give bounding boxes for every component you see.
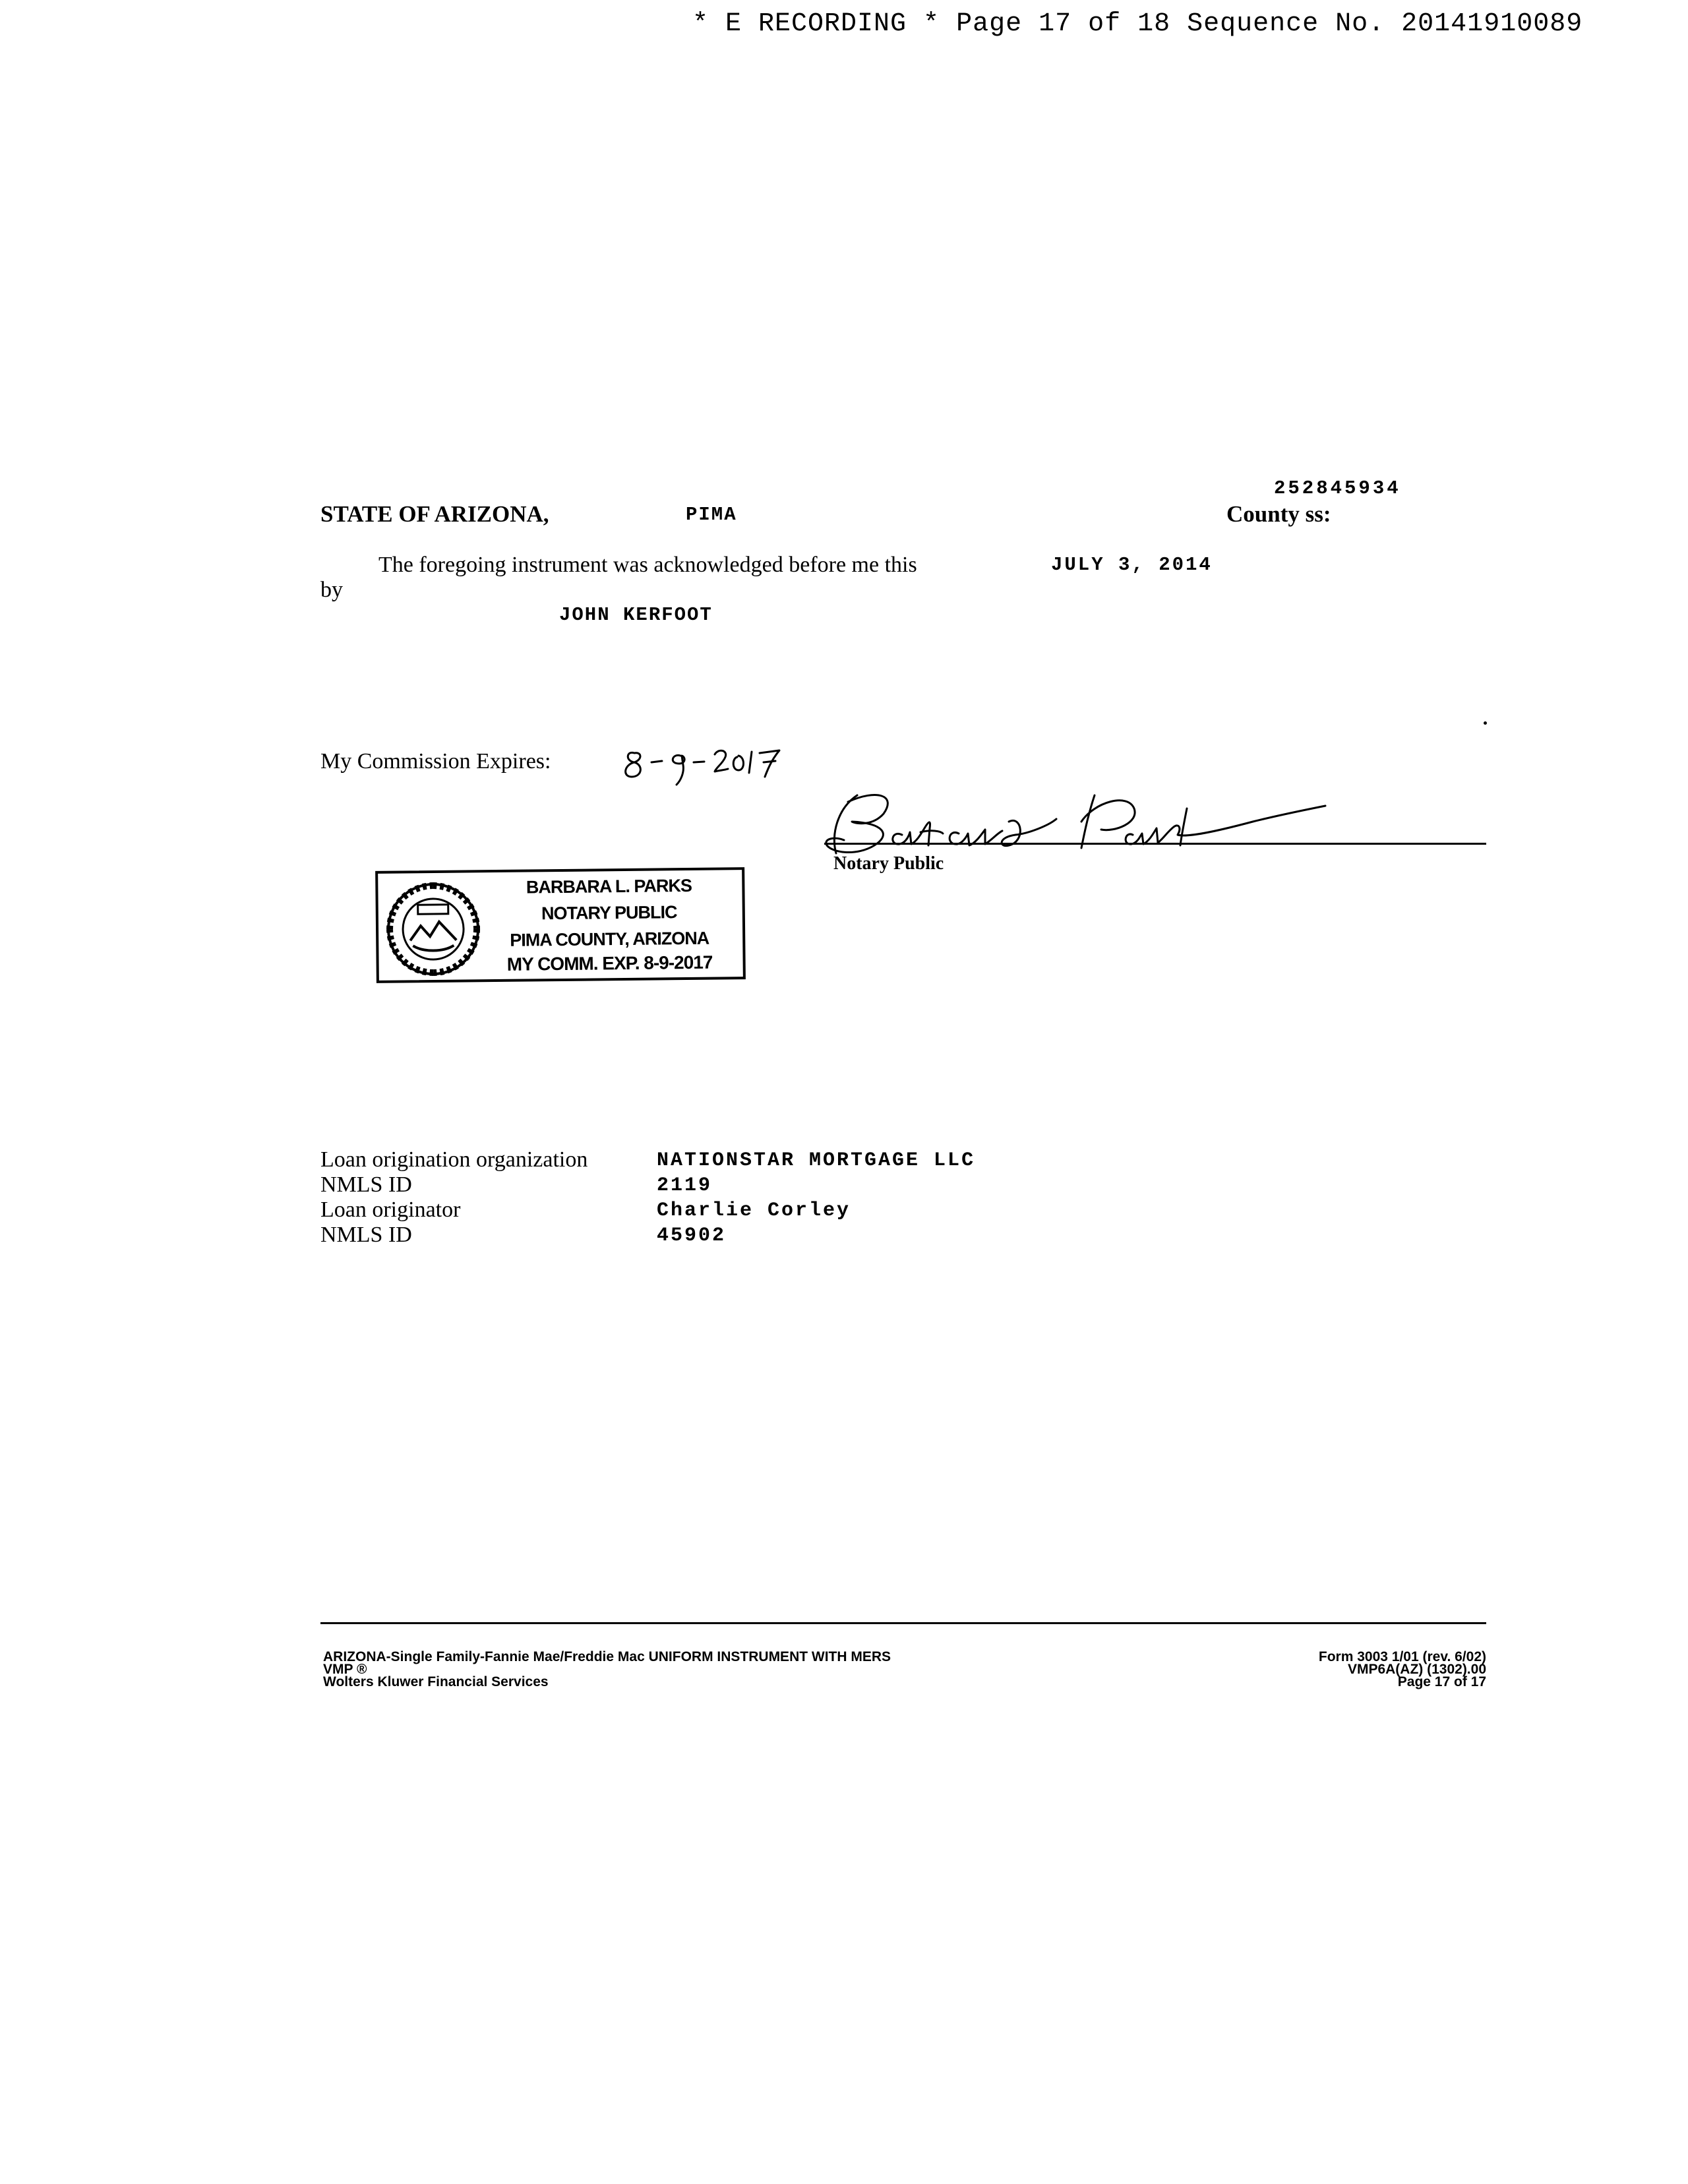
stray-mark [1484, 721, 1487, 725]
footer-right [1319, 1651, 1486, 1688]
stamp-expiration: MY COMM. EXP. 8-9-2017 [506, 952, 713, 975]
county-ss-label: County ss: [1226, 501, 1331, 527]
by-label: by [320, 578, 343, 602]
stamp-notary-title: NOTARY PUBLIC [541, 902, 677, 924]
state-seal-icon [383, 879, 483, 979]
notary-stamp [375, 867, 746, 983]
loan-originator-value: Charlie Corley [657, 1199, 851, 1222]
originator-nmls-label: NMLS ID [320, 1223, 412, 1247]
handwritten-commission-date [620, 739, 818, 791]
state-label: STATE OF ARIZONA, [320, 501, 549, 527]
acknowledgment-date: JULY 3, 2014 [1051, 554, 1213, 576]
org-nmls-value: 2119 [657, 1174, 713, 1197]
loan-org-value: NATIONSTAR MORTGAGE LLC [657, 1149, 976, 1172]
footer-vmp-code: VMP6A(AZ) (1302).00 [1347, 1662, 1486, 1677]
footer-vmp: VMP ® [323, 1662, 367, 1677]
signature-line [824, 843, 1486, 845]
recording-header: * E RECORDING * Page 17 of 18 Sequence No. 20141910089 [692, 9, 1583, 39]
originator-nmls-value: 45902 [657, 1225, 727, 1247]
signer-name: JOHN KERFOOT [559, 604, 713, 626]
footer-page-number: Page 17 of 17 [1397, 1674, 1486, 1689]
footer-publisher: Wolters Kluwer Financial Services [323, 1674, 549, 1689]
org-nmls-label: NMLS ID [320, 1172, 412, 1197]
loan-org-label: Loan origination organization [320, 1147, 588, 1172]
footer-rule [320, 1622, 1486, 1624]
commission-label: My Commission Expires: [320, 749, 551, 774]
acknowledgment-text: The foregoing instrument was acknowledged before me this [378, 553, 917, 577]
stamp-notary-name: BARBARA L. PARKS [526, 875, 692, 897]
document-number: 252845934 [1274, 477, 1401, 499]
county-name: PIMA [686, 504, 737, 526]
notary-public-label: Notary Public [833, 853, 944, 874]
stamp-county: PIMA COUNTY, ARIZONA [510, 928, 709, 950]
footer-form-number: Form 3003 1/01 (rev. 6/02) [1318, 1649, 1486, 1664]
footer-left [323, 1651, 891, 1688]
loan-originator-label: Loan originator [320, 1198, 461, 1222]
footer-form-title: ARIZONA-Single Family-Fannie Mae/Freddie Mac UNIFORM INSTRUMENT WITH MERS [323, 1649, 891, 1664]
